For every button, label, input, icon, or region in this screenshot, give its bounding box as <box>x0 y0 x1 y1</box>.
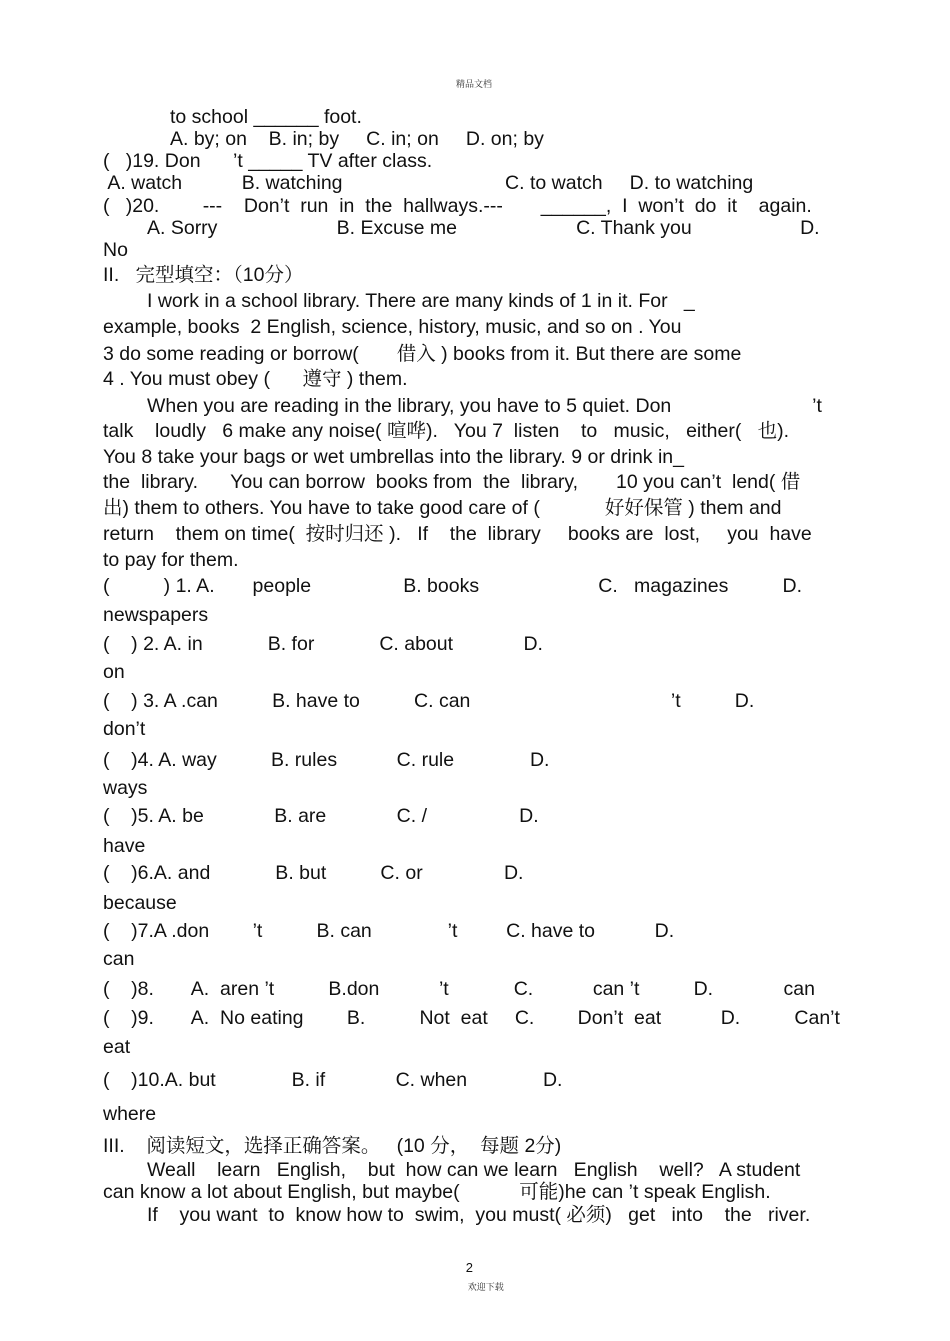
text-line: ( )5. A. be B. are C. / D. <box>103 805 539 827</box>
text-line: on <box>103 661 125 683</box>
text-line: example, books 2 English, science, history, music, and so on . You <box>103 316 682 338</box>
text-line: You 8 take your bags or wet umbrellas into the library. 9 or drink in_ <box>103 446 684 468</box>
text-line: to school ______ foot. <box>170 106 362 128</box>
text-line: If you want to know how to swim, you must( 必须) get into the river. <box>147 1204 811 1226</box>
text-line: ( )4. A. way B. rules C. rule D. <box>103 749 550 771</box>
text-line: II. 完型填空：（10分） <box>103 264 304 286</box>
text-line: don’t <box>103 718 146 740</box>
page-header: 精品文档 <box>456 79 493 89</box>
text-line: where <box>103 1103 157 1125</box>
text-line: ( )7.A .don ’t B. can ’t C. have to D. <box>103 920 675 942</box>
text-line: ways <box>103 777 148 799</box>
text-line: No <box>103 239 128 261</box>
text-line: ( )6.A. and B. but C. or D. <box>103 862 524 884</box>
page-number: 2 <box>465 1260 474 1275</box>
text-line: I work in a school library. There are many kinds of 1 in it. For _ <box>147 290 695 312</box>
text-line: ( )9. A. No eating B. Not eat C. Don’t eat D. Can’t <box>103 1007 840 1029</box>
text-line: Weall learn English, but how can we learn English well? A student <box>147 1159 801 1181</box>
text-line: newspapers <box>103 604 209 626</box>
text-line: ( ) 1. A. people B. books C. magazines D. <box>103 575 802 597</box>
text-line: return them on time( 按时归还 ). If the library books are lost, you have <box>103 523 812 545</box>
text-line: eat <box>103 1036 131 1058</box>
text-line: can know a lot about English, but maybe( 可能)he can ’t speak English. <box>103 1181 771 1203</box>
text-line: because <box>103 892 177 914</box>
text-line: ( )20. --- Don’t run in the hallways.--- ______, I won’t do it again. <box>103 195 812 217</box>
text-line: ( ) 3. A .can B. have to C. can ’t D. <box>103 690 755 712</box>
text-line: to pay for them. <box>103 549 239 571</box>
text-line: have <box>103 835 146 857</box>
text-line: can <box>103 948 135 970</box>
page-footer <box>448 1241 504 1313</box>
text-line: ( )19. Don ’t _____ TV after class. <box>103 150 433 172</box>
text-line: ( ) 2. A. in B. for C. about D. <box>103 633 543 655</box>
text-line: When you are reading in the library, you have to 5 quiet. Don ’t <box>147 395 822 417</box>
text-line: 3 do some reading or borrow( 借入 ) books from it. But there are some <box>103 343 742 365</box>
text-line: A. by; on B. in; by C. in; on D. on; by <box>170 128 544 150</box>
text-line: III. 阅读短文，选择正确答案。 (10 分， 每题 2分) <box>103 1135 562 1157</box>
text-line: talk loudly 6 make any noise( 喧哗). You 7 listen to music, either( 也). <box>103 420 790 442</box>
text-line: A. Sorry B. Excuse me C. Thank you D. <box>147 217 820 239</box>
text-line: A. watch B. watching C. to watch D. to watching <box>103 172 754 194</box>
text-line: ( )10.A. but B. if C. when D. <box>103 1069 563 1091</box>
text-line: ( )8. A. aren ’t B.don ’t C. can ’t D. can <box>103 978 815 1000</box>
footer-text: 欢迎下载 <box>467 1282 504 1292</box>
text-line: 出) them to others. You have to take good care of ( 好好保管 ) them and <box>103 497 782 519</box>
text-line: 4 . You must obey ( 遵守 ) them. <box>103 368 408 390</box>
text-line: the library. You can borrow books from the library, 10 you can’t lend( 借 <box>103 471 801 493</box>
